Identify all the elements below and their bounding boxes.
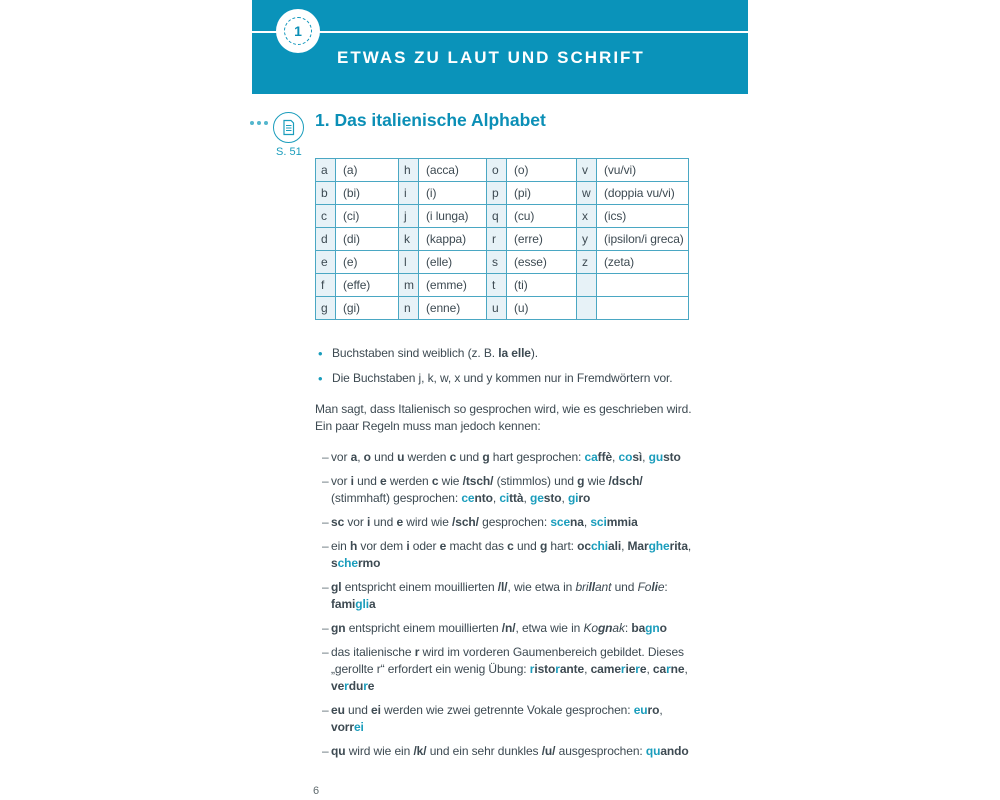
alphabet-row [316,251,689,274]
alphabet-name-cell: (ci) [336,205,399,228]
text-segment: ei [353,720,364,734]
alphabet-row [316,182,689,205]
text-segment: /n/ [501,621,516,635]
alphabet-name-cell: (vu/vi) [597,159,689,182]
section-title: 1. Das italienische Alphabet [315,110,546,130]
alphabet-name-cell [597,274,689,297]
alphabet-letter-cell: h [399,159,419,182]
text-segment: g [539,539,548,553]
alphabet-letter-cell: m [399,274,419,297]
text-segment: , [612,450,619,464]
text-segment: rmo [357,556,381,570]
text-segment: e [380,474,387,488]
rule-text [331,579,693,613]
chapter-banner [252,0,748,94]
text-segment: hart gesprochen: [489,450,585,464]
alphabet-name-cell: (kappa) [419,228,487,251]
text-segment: co [618,450,633,464]
text-segment: gli [355,597,369,611]
text-segment: ali [608,539,622,553]
chapter-number: 1 [284,17,312,45]
text-segment: /u/ [541,744,556,758]
text-segment: fami [331,597,356,611]
margin-dots-icon [250,121,268,125]
text-segment: sto [663,450,681,464]
text-segment: Ko [583,621,598,635]
text-segment: g [482,450,490,464]
note-item [315,370,693,387]
text-segment: nto [474,491,493,505]
rule-text [331,538,693,572]
text-segment: ca [652,662,667,676]
text-segment: /tsch/ [462,474,494,488]
text-segment: na [570,515,584,529]
text-segment: h [349,539,358,553]
alphabet-letter-cell: b [316,182,336,205]
text-segment: vor [331,474,351,488]
text-segment: ll [588,580,595,594]
text-segment: g [577,474,585,488]
text-segment: Die Buchstaben j, k, w, x und y kommen nur in Fremdwörtern vor. [332,371,673,385]
rule-item [315,473,693,507]
text-segment: und [513,539,540,553]
text-segment: werden [404,450,450,464]
banner-divider-line [252,31,748,33]
alphabet-letter-cell: r [487,228,507,251]
text-segment: r [635,662,640,676]
text-segment: s [331,556,338,570]
text-segment: und [370,515,397,529]
text-segment: ro [578,491,591,505]
dash-icon: – [322,539,329,553]
text-segment: wird im vorderen Gaumenbereich gebildet. Dieses „gerollte r“ erfordert ein wenig Übung: [331,645,684,676]
text-segment: e [367,679,375,693]
text-segment: sce [550,515,571,529]
text-segment: ghe [648,539,670,553]
alphabet-name-cell: (emme) [419,274,487,297]
text-segment: (stimmlos) und [493,474,578,488]
text-segment: ne [670,662,685,676]
text-segment: , [646,662,653,676]
text-segment: entspricht einem mouillierten [341,580,498,594]
alphabet-name-cell: (cu) [507,205,577,228]
alphabet-name-cell [597,297,689,320]
text-segment: du [348,679,364,693]
alphabet-letter-cell: t [487,274,507,297]
alphabet-letter-cell: n [399,297,419,320]
text-segment: werden [386,474,432,488]
text-segment: o [659,621,667,635]
text-segment: ant [594,580,612,594]
text-segment: r [363,679,368,693]
note-text [332,370,673,387]
alphabet-name-cell: (i) [419,182,487,205]
text-segment: , [684,662,688,676]
page-reference: S. 51 [276,146,302,158]
alphabet-name-cell: (gi) [336,297,399,320]
dash-icon: – [322,645,329,659]
text-segment: mmia [606,515,638,529]
alphabet-name-cell: (di) [336,228,399,251]
rule-item [315,743,693,760]
alphabet-letter-cell: k [399,228,419,251]
text-segment: und [611,580,638,594]
alphabet-letter-cell: v [577,159,597,182]
text-segment: und [353,474,381,488]
text-segment: r [620,662,626,676]
text-segment: ca [584,450,598,464]
dash-icon: – [322,703,329,717]
text-segment: , [687,539,692,553]
text-segment: vor [331,450,351,464]
text-segment: gi [567,491,579,505]
notes-list [315,345,693,387]
alphabet-row [316,228,689,251]
text-segment: ce [461,491,475,505]
text-segment: u [397,450,405,464]
text-segment: werden wie zwei getrennte Vokale gesprochen: [380,703,634,717]
rule-text [331,473,693,507]
alphabet-letter-cell: l [399,251,419,274]
alphabet-letter-cell: x [577,205,597,228]
text-segment: (stimmhaft) gesprochen: [331,491,462,505]
text-segment: sto [543,491,562,505]
chapter-number-badge [276,9,320,53]
text-segment: , [621,539,628,553]
text-segment: che [337,556,358,570]
text-segment: la elle [498,346,531,360]
text-segment: a [368,597,376,611]
text-segment: bri [575,580,589,594]
text-segment: ie [625,662,636,676]
rule-text [331,702,693,736]
text-segment: ante [559,662,585,676]
text-segment: und [456,450,483,464]
text-segment: isto [534,662,556,676]
text-segment: r [414,645,420,659]
text-segment: hart: [547,539,578,553]
note-item [315,345,693,362]
text-segment: sci [590,515,607,529]
text-segment: o [363,450,371,464]
alphabet-name-cell: (esse) [507,251,577,274]
alphabet-letter-cell: c [316,205,336,228]
text-segment: ausgesprochen: [555,744,646,758]
text-segment: r [666,662,671,676]
alphabet-letter-cell [577,274,597,297]
rule-item [315,702,693,736]
text-segment: sì [632,450,643,464]
alphabet-name-cell: (doppia vu/vi) [597,182,689,205]
alphabet-letter-cell: o [487,159,507,182]
alphabet-letter-cell: d [316,228,336,251]
text-segment: /dsch/ [608,474,643,488]
text-segment: gn [597,621,613,635]
rule-text [331,644,693,695]
alphabet-name-cell: (ics) [597,205,689,228]
text-segment: eu [633,703,648,717]
text-segment: ei [371,703,381,717]
text-segment: e [639,662,647,676]
alphabet-letter-cell: g [316,297,336,320]
text-segment: c [431,474,439,488]
alphabet-name-cell: (effe) [336,274,399,297]
alphabet-name-cell: (a) [336,159,399,182]
alphabet-name-cell: (u) [507,297,577,320]
text-segment: ba [631,621,646,635]
text-segment: /k/ [413,744,427,758]
text-segment: und [370,450,398,464]
alphabet-letter-cell: u [487,297,507,320]
text-segment: macht das [446,539,508,553]
rule-item [315,579,693,613]
alphabet-letter-cell: a [316,159,336,182]
dash-icon: – [322,515,329,529]
text-segment: i [367,515,371,529]
text-segment: vorr [331,720,354,734]
text-segment: , [583,515,591,529]
rule-item [315,620,693,637]
text-segment: ge [529,491,544,505]
text-segment: a [350,450,358,464]
dot-icon [250,121,254,125]
text-segment: wird wie [403,515,453,529]
alphabet-letter-cell: f [316,274,336,297]
text-segment: gl [331,580,342,594]
alphabet-letter-cell: s [487,251,507,274]
text-segment: li [651,580,658,594]
rule-text [331,620,667,637]
text-segment: wie [438,474,463,488]
alphabet-letter-cell: j [399,205,419,228]
text-segment: ttà [509,491,524,505]
alphabet-letter-cell: w [577,182,597,205]
alphabet-name-cell: (ti) [507,274,577,297]
text-segment: c [449,450,457,464]
text-segment: oc [577,539,591,553]
alphabet-name-cell: (bi) [336,182,399,205]
text-segment: und [344,703,372,717]
text-segment: e [396,515,404,529]
dot-icon [257,121,261,125]
text-segment: , [523,491,530,505]
text-segment: ffè [597,450,613,464]
dash-icon: – [322,580,329,594]
alphabet-letter-cell: p [487,182,507,205]
alphabet-table [315,158,689,320]
alphabet-letter-cell: y [577,228,597,251]
text-segment: ak [612,621,625,635]
rule-text [331,514,638,531]
text-segment: , [659,703,663,717]
text-segment: qu [331,744,346,758]
text-segment: rita [669,539,688,553]
text-segment: , wie etwa in [507,580,576,594]
alphabet-row [316,297,689,320]
text-segment: Buchstaben sind weiblich (z. B. [332,346,499,360]
rule-item [315,514,693,531]
text-segment: r [529,662,535,676]
text-segment: c [507,539,514,553]
text-segment: ein [331,539,350,553]
alphabet-letter-cell: i [399,182,419,205]
note-text [332,345,538,362]
text-segment: wird wie ein [345,744,414,758]
alphabet-name-cell: (elle) [419,251,487,274]
text-segment: gn [331,621,346,635]
text-segment: ve [331,679,345,693]
text-segment: e [657,580,665,594]
rule-text [331,449,681,466]
text-segment: und ein sehr dunkles [426,744,542,758]
rule-item [315,538,693,572]
text-segment: gn [645,621,660,635]
text-segment: gu [648,450,664,464]
text-segment: qu [645,744,661,758]
rule-item [315,449,693,466]
text-segment: came [590,662,621,676]
alphabet-row [316,159,689,182]
text-segment: /l/ [497,580,508,594]
content-area [315,158,693,767]
alphabet-name-cell: (erre) [507,228,577,251]
bullet-icon: • [318,371,323,386]
text-segment: : [664,580,668,594]
rule-item [315,644,693,695]
chapter-title: ETWAS ZU LAUT UND SCHRIFT [337,48,645,67]
text-segment: sc [331,515,345,529]
alphabet-name-cell: (ipsilon/i greca) [597,228,689,251]
text-segment: wie [584,474,609,488]
alphabet-letter-cell: q [487,205,507,228]
intro-paragraph: Man sagt, dass Italienisch so gesprochen wird, wie es geschrieben wird. Ein paar Regeln muss man jedoch kennen: [315,402,692,433]
text-segment: Mar [627,539,649,553]
alphabet-row [316,205,689,228]
text-segment: ci [499,491,510,505]
text-segment: , [561,491,568,505]
dash-icon: – [322,474,329,488]
text-segment: i [350,474,354,488]
dash-icon: – [322,450,329,464]
text-segment: gesprochen: [478,515,551,529]
alphabet-name-cell: (o) [507,159,577,182]
alphabet-name-cell: (e) [336,251,399,274]
worksheet-document-icon [273,112,304,143]
text-segment: r [344,679,349,693]
rule-text [331,743,689,760]
text-segment: ro [647,703,660,717]
document-icon [280,119,297,136]
text-segment: e [439,539,447,553]
alphabet-name-cell: (pi) [507,182,577,205]
text-segment: , [357,450,364,464]
alphabet-name-cell: (i lunga) [419,205,487,228]
dot-icon [264,121,268,125]
dash-icon: – [322,621,329,635]
alphabet-name-cell: (acca) [419,159,487,182]
text-segment: ). [530,346,539,360]
text-segment: Fo [637,580,652,594]
text-segment: vor dem [357,539,407,553]
text-segment: oder [409,539,440,553]
text-segment: /sch/ [452,515,479,529]
alphabet-name-cell: (enne) [419,297,487,320]
text-segment: , etwa wie in [515,621,584,635]
page-number: 6 [313,785,320,797]
text-segment: : [624,621,632,635]
alphabet-letter-cell: z [577,251,597,274]
text-segment: , [492,491,500,505]
alphabet-row [316,274,689,297]
text-segment: vor [344,515,367,529]
text-segment: chi [590,539,609,553]
text-segment: i [406,539,410,553]
text-segment: , [584,662,591,676]
alphabet-letter-cell [577,297,597,320]
text-segment: r [555,662,560,676]
text-segment: eu [331,703,345,717]
alphabet-letter-cell: e [316,251,336,274]
dash-icon: – [322,744,329,758]
pronunciation-rules-list [315,449,693,760]
alphabet-name-cell: (zeta) [597,251,689,274]
text-segment: , [642,450,649,464]
text-segment: entspricht einem mouillierten [345,621,502,635]
text-segment: ando [660,744,689,758]
text-segment: das italienische [331,645,415,659]
bullet-icon: • [318,346,323,361]
